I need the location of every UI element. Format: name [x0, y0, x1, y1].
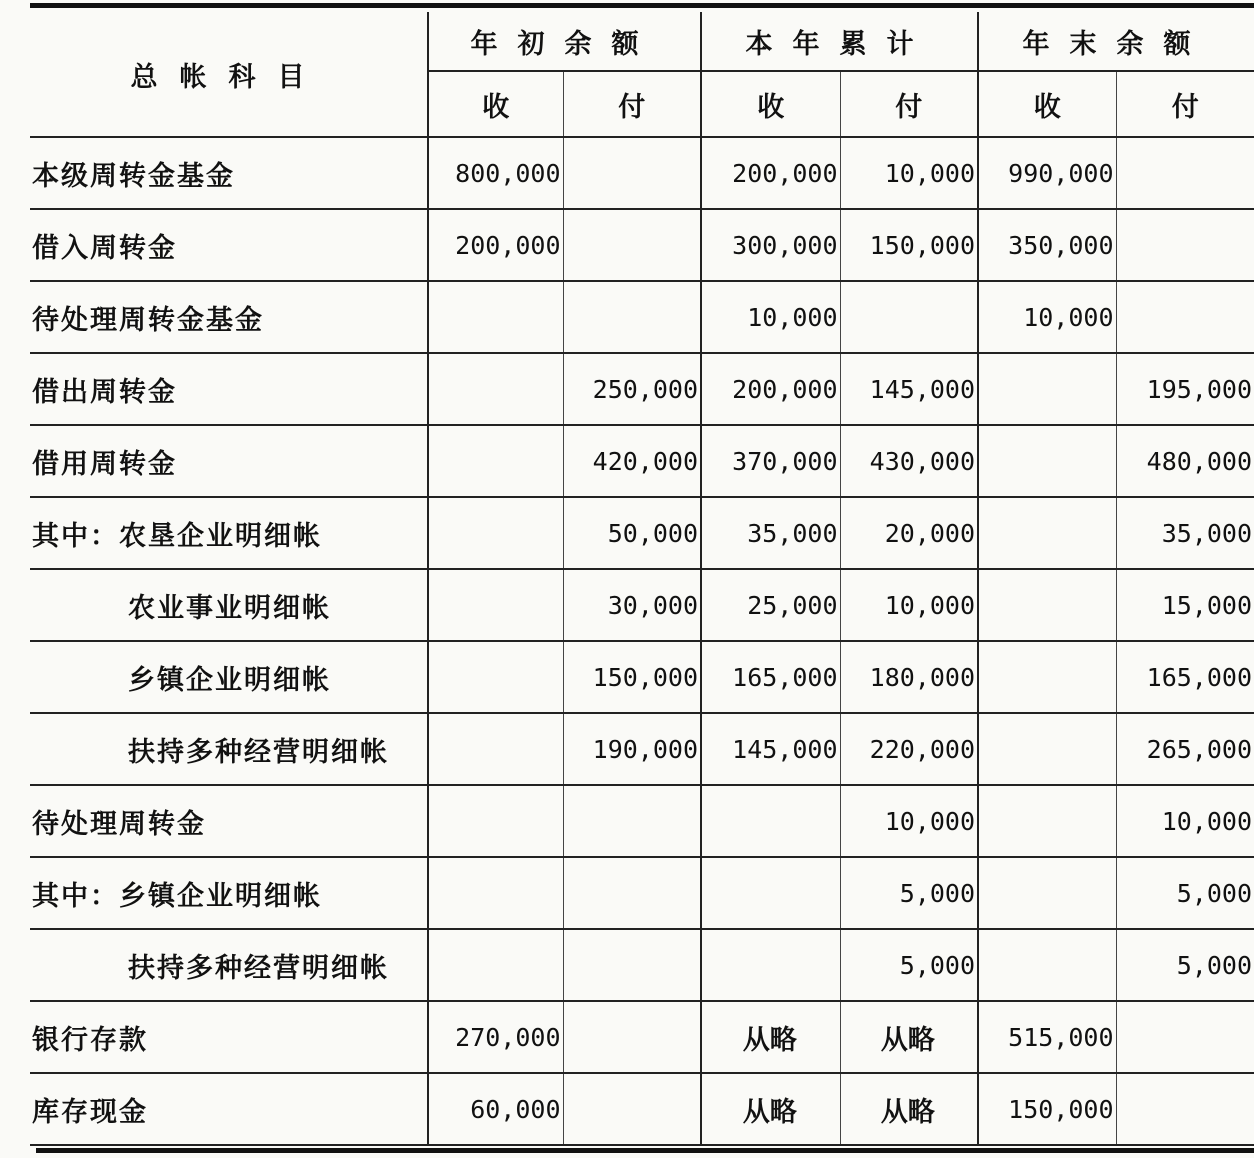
cell-year-debit: 300,000 — [701, 209, 840, 281]
cell-closing-debit — [978, 425, 1116, 497]
cell-year-credit: 10,000 — [840, 569, 978, 641]
cell-opening-debit — [428, 929, 563, 1001]
cell-year-credit: 5,000 — [840, 929, 978, 1001]
cell-year-debit: 200,000 — [701, 137, 840, 209]
cell-closing-credit — [1116, 209, 1254, 281]
cell-year-debit: 25,000 — [701, 569, 840, 641]
cell-closing-credit: 165,000 — [1116, 641, 1254, 713]
ledger-table — [30, 12, 1254, 1146]
cell-opening-debit — [428, 497, 563, 569]
cell-closing-debit — [978, 497, 1116, 569]
cell-year-credit: 220,000 — [840, 713, 978, 785]
cell-year-debit: 370,000 — [701, 425, 840, 497]
cell-opening-debit — [428, 641, 563, 713]
cell-year-debit — [701, 929, 840, 1001]
cell-closing-debit — [978, 785, 1116, 857]
cell-opening-debit — [428, 857, 563, 929]
table-row — [30, 209, 1254, 281]
cell-opening-debit — [428, 785, 563, 857]
table-row — [30, 425, 1254, 497]
cell-opening-credit: 190,000 — [563, 713, 701, 785]
cell-year-credit: 145,000 — [840, 353, 978, 425]
cell-opening-credit: 150,000 — [563, 641, 701, 713]
cell-closing-debit: 350,000 — [978, 209, 1116, 281]
table-row — [30, 785, 1254, 857]
header-closing-credit: 付 — [1116, 71, 1254, 137]
cell-opening-debit — [428, 713, 563, 785]
cell-year-credit: 150,000 — [840, 209, 978, 281]
cell-opening-debit: 270,000 — [428, 1001, 563, 1073]
table-row — [30, 353, 1254, 425]
table-body — [30, 137, 1254, 1145]
header-year-total: 本年累计 — [701, 12, 978, 71]
cell-opening-credit: 30,000 — [563, 569, 701, 641]
cell-closing-debit — [978, 857, 1116, 929]
cell-year-debit: 从略 — [701, 1001, 840, 1073]
table-row — [30, 641, 1254, 713]
cell-opening-debit: 200,000 — [428, 209, 563, 281]
header-opening-balance: 年初余额 — [428, 12, 701, 71]
cell-year-debit: 从略 — [701, 1073, 840, 1145]
table-row — [30, 281, 1254, 353]
cell-opening-credit — [563, 785, 701, 857]
cell-opening-credit — [563, 209, 701, 281]
cell-opening-credit — [563, 929, 701, 1001]
cell-closing-credit: 5,000 — [1116, 857, 1254, 929]
table-row — [30, 713, 1254, 785]
account-name: 借入周转金 — [30, 209, 428, 281]
cell-opening-debit — [428, 281, 563, 353]
cell-closing-debit: 515,000 — [978, 1001, 1116, 1073]
cell-closing-debit: 990,000 — [978, 137, 1116, 209]
account-name: 借出周转金 — [30, 353, 428, 425]
table-row — [30, 929, 1254, 1001]
account-name: 待处理周转金 — [30, 785, 428, 857]
table-row — [30, 857, 1254, 929]
cell-closing-debit — [978, 353, 1116, 425]
table-row — [30, 1073, 1254, 1145]
account-name: 乡镇企业明细帐 — [30, 641, 428, 713]
account-name: 借用周转金 — [30, 425, 428, 497]
cell-closing-debit: 10,000 — [978, 281, 1116, 353]
cell-year-credit: 10,000 — [840, 137, 978, 209]
account-name: 待处理周转金基金 — [30, 281, 428, 353]
header-account: 总帐科目 — [30, 12, 428, 137]
cell-closing-credit: 480,000 — [1116, 425, 1254, 497]
cell-year-credit: 180,000 — [840, 641, 978, 713]
cell-closing-credit — [1116, 137, 1254, 209]
cell-year-debit: 35,000 — [701, 497, 840, 569]
cell-opening-debit: 800,000 — [428, 137, 563, 209]
cell-opening-debit: 60,000 — [428, 1073, 563, 1145]
account-name: 其中：农垦企业明细帐 — [30, 497, 428, 569]
cell-closing-credit: 15,000 — [1116, 569, 1254, 641]
account-name: 库存现金 — [30, 1073, 428, 1145]
account-name: 农业事业明细帐 — [30, 569, 428, 641]
cell-opening-credit: 420,000 — [563, 425, 701, 497]
cell-opening-credit — [563, 857, 701, 929]
cell-closing-debit — [978, 569, 1116, 641]
cell-year-debit: 145,000 — [701, 713, 840, 785]
cell-closing-credit: 265,000 — [1116, 713, 1254, 785]
cell-year-credit: 5,000 — [840, 857, 978, 929]
cell-opening-credit — [563, 1073, 701, 1145]
account-name: 其中：乡镇企业明细帐 — [30, 857, 428, 929]
cell-opening-debit — [428, 425, 563, 497]
header-year-credit: 付 — [840, 71, 978, 137]
table-row — [30, 137, 1254, 209]
cell-closing-debit — [978, 713, 1116, 785]
cell-opening-credit: 250,000 — [563, 353, 701, 425]
cell-closing-debit: 150,000 — [978, 1073, 1116, 1145]
cell-year-credit: 10,000 — [840, 785, 978, 857]
cell-year-debit: 10,000 — [701, 281, 840, 353]
cell-closing-debit — [978, 641, 1116, 713]
cell-year-credit: 从略 — [840, 1073, 978, 1145]
cell-opening-credit — [563, 281, 701, 353]
account-name: 扶持多种经营明细帐 — [30, 929, 428, 1001]
cell-closing-credit — [1116, 281, 1254, 353]
header-closing-balance: 年末余额 — [978, 12, 1254, 71]
cell-year-debit: 165,000 — [701, 641, 840, 713]
cell-closing-credit: 35,000 — [1116, 497, 1254, 569]
cell-closing-debit — [978, 929, 1116, 1001]
cell-year-debit: 200,000 — [701, 353, 840, 425]
table-header — [30, 12, 1254, 137]
header-closing-debit: 收 — [978, 71, 1116, 137]
cell-year-debit — [701, 785, 840, 857]
account-name: 本级周转金基金 — [30, 137, 428, 209]
cell-year-credit: 430,000 — [840, 425, 978, 497]
header-opening-debit: 收 — [428, 71, 563, 137]
cell-closing-credit — [1116, 1001, 1254, 1073]
table-row — [30, 497, 1254, 569]
cell-closing-credit: 10,000 — [1116, 785, 1254, 857]
cell-opening-debit — [428, 353, 563, 425]
table-row — [30, 569, 1254, 641]
cell-opening-debit — [428, 569, 563, 641]
cell-year-credit: 20,000 — [840, 497, 978, 569]
account-name: 银行存款 — [30, 1001, 428, 1073]
cell-year-credit: 从略 — [840, 1001, 978, 1073]
cell-opening-credit: 50,000 — [563, 497, 701, 569]
table-row — [30, 1001, 1254, 1073]
cell-year-debit — [701, 857, 840, 929]
table-top-rule — [30, 3, 1254, 8]
table-bottom-rule — [36, 1148, 1254, 1153]
cell-closing-credit: 5,000 — [1116, 929, 1254, 1001]
header-year-debit: 收 — [701, 71, 840, 137]
cell-closing-credit — [1116, 1073, 1254, 1145]
cell-year-credit — [840, 281, 978, 353]
cell-closing-credit: 195,000 — [1116, 353, 1254, 425]
cell-opening-credit — [563, 137, 701, 209]
header-opening-credit: 付 — [563, 71, 701, 137]
account-name: 扶持多种经营明细帐 — [30, 713, 428, 785]
cell-opening-credit — [563, 1001, 701, 1073]
